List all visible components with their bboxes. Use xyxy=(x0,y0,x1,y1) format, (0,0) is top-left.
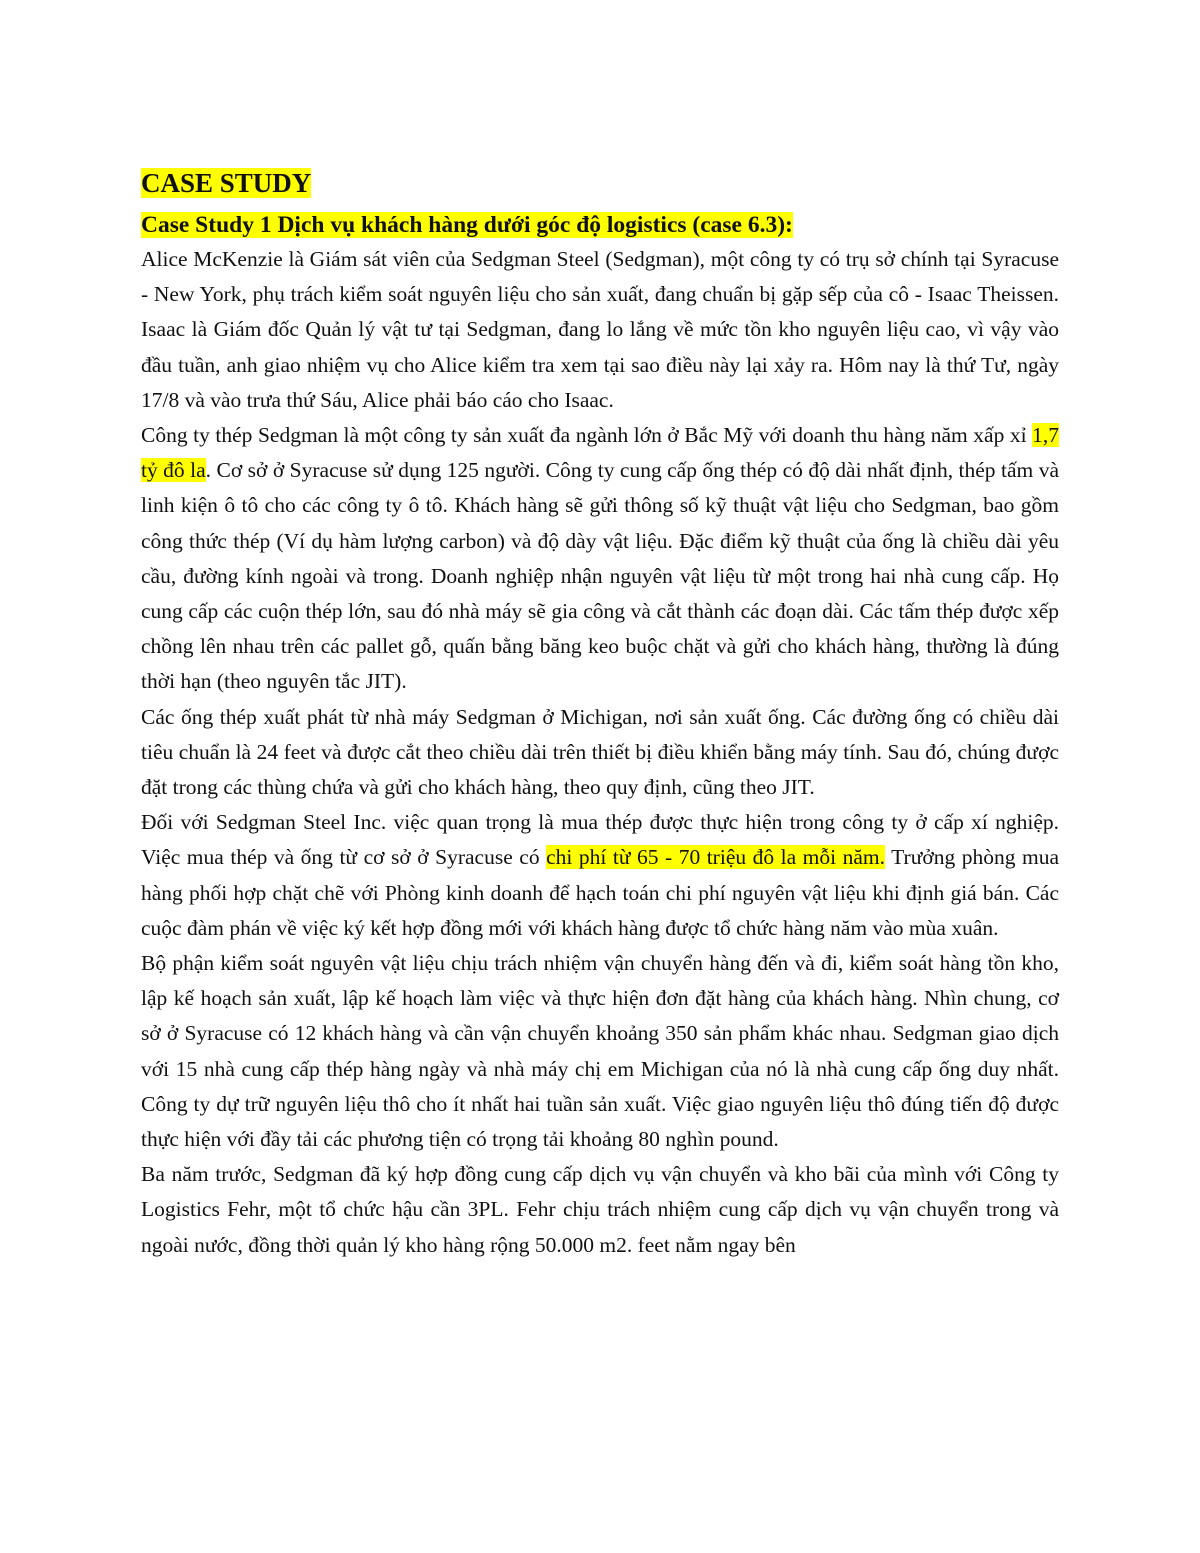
document-page xyxy=(141,166,1059,1263)
paragraph-2-before: Công ty thép Sedgman là một công ty sản xuất đa ngành lớn ở Bắc Mỹ với doanh thu hàng năm xấp xỉ xyxy=(141,423,1033,448)
subtitle-highlight: Case Study 1 Dịch vụ khách hàng dưới góc độ logistics (case 6.3): xyxy=(141,212,793,238)
paragraph-6: Ba năm trước, Sedgman đã ký hợp đồng cung cấp dịch vụ vận chuyển và kho bãi của mình với Công ty Logistics Fehr, một tổ chức hậu cần 3PL. Fehr chịu trách nhiệm cung cấp dịch vụ vận chuyển trong và ngoài nước, đồng thời quản lý kho hàng rộng 50.000 m2. feet nằm ngay bên xyxy=(141,1162,1059,1257)
paragraph-4-before: Đối với Sedgman Steel Inc. việc quan trọng là mua thép được thực hiện trong công ty ở cấp xí nghiệp. Việc mua thép và ống từ cơ sở ở Syracuse có xyxy=(141,810,1059,870)
paragraph-2-after: . Cơ sở ở Syracuse sử dụng 125 người. Công ty cung cấp ống thép có độ dài nhất định, thép tấm và linh kiện ô tô cho các công ty ô tô. Khách hàng sẽ gửi thông số kỹ thuật vật liệu cho Sedgman, bao gồm công thức thép (Ví dụ hàm lượng carbon) và độ dày vật liệu. Đặc điểm kỹ thuật của ống là chiều dài yêu cầu, đường kính ngoài và trong. Doanh nghiệp nhận nguyên vật liệu từ một trong hai nhà cung cấp. Họ cung cấp các cuộn thép lớn, sau đó nhà máy sẽ gia công và cắt thành các đoạn dài. Các tấm thép được xếp chồng lên nhau trên các pallet gỗ, quấn bằng băng keo buộc chặt và gửi cho khách hàng, thường là đúng thời hạn (theo nguyên tắc JIT). xyxy=(141,458,1059,694)
cost-highlight: chi phí từ 65 - 70 triệu đô la mỗi năm. xyxy=(546,845,886,870)
paragraph-3: Các ống thép xuất phát từ nhà máy Sedgman ở Michigan, nơi sản xuất ống. Các đường ống có chiều dài tiêu chuẩn là 24 feet và được cắt theo chiều dài trên thiết bị điều khiển bằng máy tính. Sau đó, chúng được đặt trong các thùng chứa và gửi cho khách hàng, theo quy định, cũng theo JIT. xyxy=(141,704,1059,800)
revenue-highlight: 1,7 tỷ đô la xyxy=(141,423,1059,483)
paragraph-1: Alice McKenzie là Giám sát viên của Sedgman Steel (Sedgman), một công ty có trụ sở chính tại Syracuse - New York, phụ trách kiểm soát nguyên liệu cho sản xuất, đang chuẩn bị gặp sếp của cô - Isaac Theissen. Isaac là Giám đốc Quản lý vật tư tại Sedgman, đang lo lắng về mức tồn kho nguyên liệu cao, vì vậy vào đầu tuần, anh giao nhiệm vụ cho Alice kiểm tra xem tại sao điều này lại xảy ra. Hôm nay là thứ Tư, ngày 17/8 và vào trưa thứ Sáu, Alice phải báo cáo cho Isaac. xyxy=(141,247,1059,412)
paragraph-2 xyxy=(141,418,1059,700)
paragraph-4 xyxy=(141,805,1059,946)
paragraph-5: Bộ phận kiểm soát nguyên vật liệu chịu trách nhiệm vận chuyển hàng đến và đi, kiểm soát hàng tồn kho, lập kế hoạch sản xuất, lập kế hoạch làm việc và thực hiện đơn đặt hàng của khách hàng. Nhìn chung, cơ sở ở Syracuse có 12 khách hàng và cần vận chuyển khoảng 350 sản phẩm khác nhau. Sedgman giao dịch với 15 nhà cung cấp thép hàng ngày và nhà máy chị em Michigan của nó là nhà cung cấp ống duy nhất. Công ty dự trữ nguyên liệu thô cho ít nhất hai tuần sản xuất. Việc giao nguyên liệu thô đúng tiến độ được thực hiện với đầy tải các phương tiện có trọng tải khoảng 80 nghìn pound. xyxy=(141,951,1059,1152)
title-highlight: CASE STUDY xyxy=(141,168,312,198)
document-title xyxy=(141,166,1059,200)
case-study-heading xyxy=(141,208,1059,242)
paragraph-4-after: Trưởng phòng mua hàng phối hợp chặt chẽ với Phòng kinh doanh để hạch toán chi phí nguyên vật liệu khi định giá bán. Các cuộc đàm phán về việc ký kết hợp đồng mới với khách hàng được tổ chức hàng năm vào mùa xuân. xyxy=(141,845,1060,940)
